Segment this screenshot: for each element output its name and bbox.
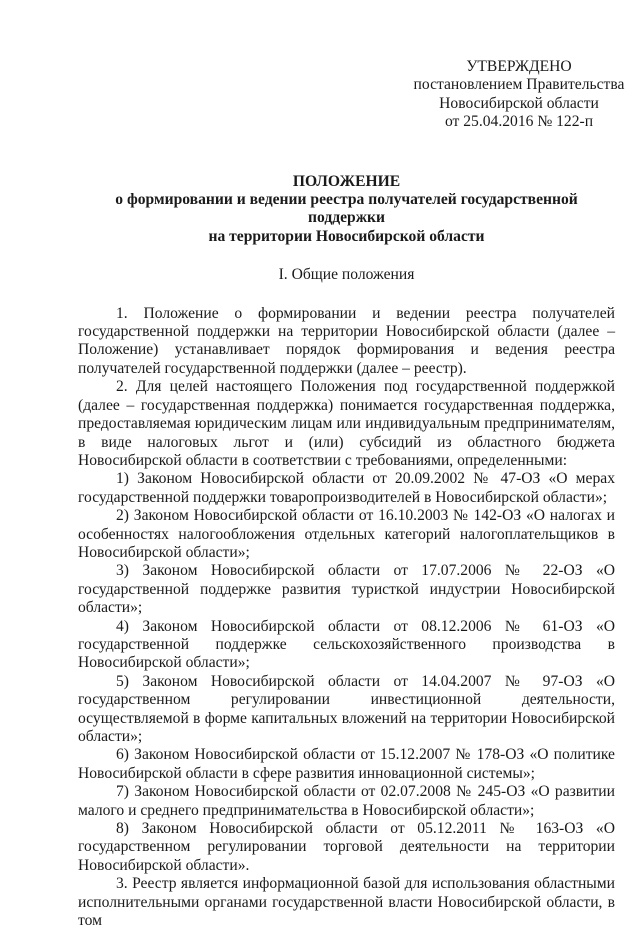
list-item-number: 6) bbox=[116, 746, 129, 764]
paragraph-number: 1. bbox=[116, 304, 128, 322]
list-item-text: Законом Новосибирской области от 17.07.2006 № 22-ОЗ «О государственной поддержке развития туристкой индустрии Новосибирской области»; bbox=[78, 562, 615, 617]
list-item bbox=[78, 618, 615, 673]
paragraph-text: Реестр является информационной базой для использования областными исполнительными органами государственной власти Новосибирской области, в том bbox=[78, 875, 615, 930]
approval-stamp bbox=[400, 58, 638, 132]
list-item-number: 4) bbox=[116, 617, 129, 635]
approval-status: УТВЕРЖДЕНО bbox=[466, 58, 572, 75]
section-heading: I. Общие положения bbox=[278, 266, 415, 284]
list-item-number: 1) bbox=[116, 470, 129, 488]
title-subtitle-line-1: о формировании и ведении реестра получателей государственной поддержки bbox=[115, 191, 578, 227]
list-item-text: Законом Новосибирской области от 16.10.2003 № 142-ОЗ «О налогах и особенностях налогообложения отдельных категорий налогоплательщиков в Новосибирской области»; bbox=[78, 507, 616, 561]
list-item-text: Законом Новосибирской области от 08.12.2006 № 61-ОЗ «О государственной поддержке сельскохозяйственного производства в Новосибирской области»; bbox=[78, 617, 615, 672]
title-main: ПОЛОЖЕНИЕ bbox=[292, 172, 401, 190]
list-item bbox=[78, 507, 615, 562]
paragraph-text: Для целей настоящего Положения под государственной поддержкой (далее – государственная поддержка) понимается государственная поддержка, предоставляемая юридическим лицам или индивидуальным предпринимателям, в виде налоговых льгот и (или) субсидий из областного бюджета Новосибирской области в соответствии с требованиями, определенными: bbox=[78, 378, 615, 469]
paragraph-number: 3. bbox=[116, 875, 128, 893]
list-item bbox=[78, 783, 615, 820]
paragraph bbox=[78, 378, 615, 470]
list-item-number: 3) bbox=[116, 562, 129, 580]
paragraph bbox=[78, 305, 615, 379]
approval-date-number: от 25.04.2016 № 122-п bbox=[444, 113, 594, 131]
list-item-number: 7) bbox=[116, 783, 129, 801]
list-item-number: 8) bbox=[116, 820, 129, 838]
list-item-text: Законом Новосибирской области от 05.12.2011 № 163-ОЗ «О государственном регулировании торговой деятельности на территории Новосибирской области». bbox=[78, 820, 615, 874]
approval-region: Новосибирской области bbox=[439, 94, 599, 112]
list-item-text: Законом Новосибирской области от 15.12.2007 № 178-ОЗ «О политике Новосибирской области в сфере развития инновационной системы»; bbox=[78, 746, 615, 782]
approval-act-type: постановлением Правительства bbox=[413, 76, 625, 94]
list-item bbox=[78, 746, 615, 783]
list-item bbox=[78, 820, 615, 875]
list-item-text: Законом Новосибирской области от 20.09.2002 № 47-ОЗ «О мерах государственной поддержки товаропроизводителей в Новосибирской области»; bbox=[78, 470, 615, 506]
paragraph bbox=[78, 875, 615, 930]
document-title bbox=[78, 173, 615, 247]
paragraph-text: Положение о формировании и ведении реестра получателей государственной поддержки на территории Новосибирской области (далее – Положение) устанавливает порядок формирования и ведения реестра получателей государственной поддержки (далее – реестр). bbox=[78, 304, 615, 377]
list-item-number: 5) bbox=[116, 672, 129, 690]
list-item bbox=[78, 562, 615, 617]
title-subtitle-line-2: на территории Новосибирской области bbox=[208, 227, 485, 245]
list-item-text: Законом Новосибирской области от 02.07.2008 № 245-ОЗ «О развитии малого и среднего предпринимательства в Новосибирской области»; bbox=[78, 783, 615, 819]
list-item bbox=[78, 470, 615, 507]
list-item bbox=[78, 673, 615, 747]
paragraph-number: 2. bbox=[116, 378, 128, 396]
list-item-number: 2) bbox=[116, 507, 129, 525]
document-body bbox=[78, 305, 615, 930]
list-item-text: Законом Новосибирской области от 14.04.2007 № 97-ОЗ «О государственном регулировании инвестиционной деятельности, осуществляемой в форме капитальных вложений на территории Новосибирской области»; bbox=[78, 672, 615, 745]
